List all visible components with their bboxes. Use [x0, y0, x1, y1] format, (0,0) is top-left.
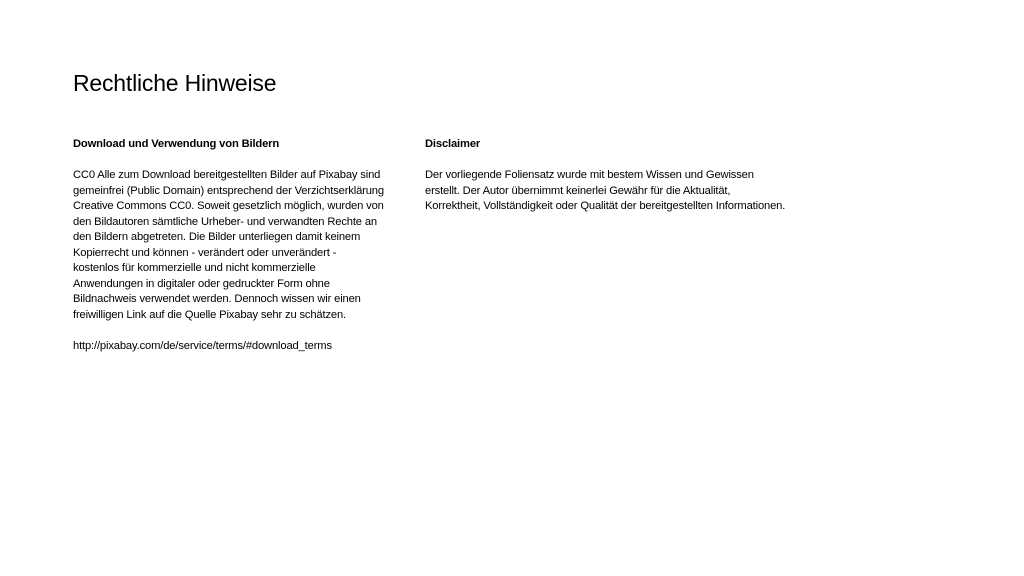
slide-title: Rechtliche Hinweise: [73, 70, 277, 96]
image-usage-text: CC0 Alle zum Download bereitgestellten Bilder auf Pixabay sind gemeinfrei (Public Domain) entsprechend der Verzichtserklärung Creative Commons CC0. Soweit gesetzlich möglich, wurden von den Bildautoren sämtliche Urheber- und verwandten Rechte an den Bildern abgetreten. Die Bilder unterliegen damit keinem Kopierrecht und können - verändert oder unverändert - kostenlos für kommerzielle und nicht kommerzielle Anwendungen in digitaler oder gedruckter Form ohne Bildnachweis verwendet werden. Dennoch wissen wir einen freiwilligen Link auf die Quelle Pixabay sehr zu schätzen.: [73, 169, 384, 321]
image-usage-section: [73, 137, 385, 354]
disclaimer-section: [425, 137, 787, 215]
disclaimer-heading: Disclaimer: [425, 138, 481, 150]
pixabay-terms-link[interactable]: http://pixabay.com/de/service/terms/#download_terms: [73, 339, 332, 352]
image-usage-heading: Download und Verwendung von Bildern: [73, 138, 280, 150]
disclaimer-text: Der vorliegende Foliensatz wurde mit bestem Wissen und Gewissen erstellt. Der Autor übernimmt keinerlei Gewähr für die Aktualität, Korrektheit, Vollständigkeit oder Qualität der bereitgestellten Informationen.: [425, 169, 786, 212]
